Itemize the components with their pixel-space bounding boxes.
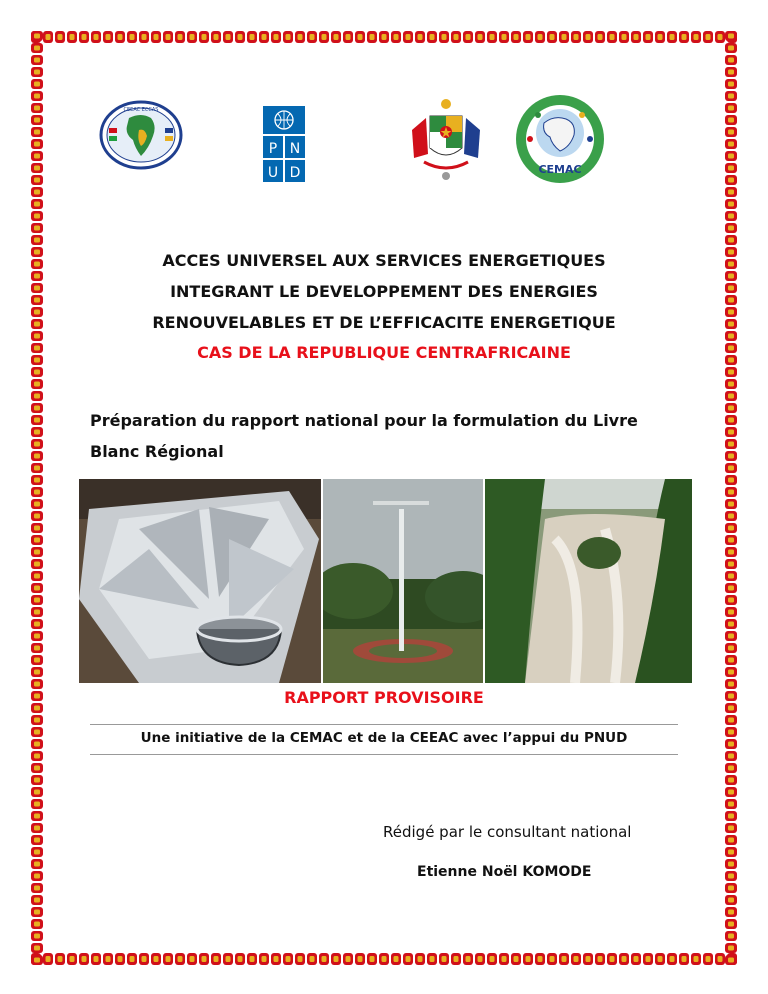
title-line-1: ACCES UNIVERSEL AUX SERVICES ENERGETIQUES (162, 251, 606, 270)
border-top (30, 30, 738, 44)
divider-bottom (90, 754, 678, 755)
author-name: Etienne Noël KOMODE (417, 864, 592, 880)
preparation-text (90, 405, 690, 467)
svg-text:P: P (268, 141, 278, 157)
undp-logo (263, 106, 305, 182)
cemac-logo (514, 93, 606, 185)
solar-cooker-photo (79, 479, 321, 683)
preparation-line-2: Blanc Régional (90, 442, 224, 461)
border-right (724, 30, 738, 966)
svg-text:CEEAC ECCAS: CEEAC ECCAS (123, 107, 159, 113)
initiative-text: Une initiative de la CEMAC et de la CEEAC avec l’appui du PNUD (140, 730, 628, 746)
waterfall-photo (485, 479, 692, 683)
document-title (60, 245, 708, 338)
author-line: Rédigé par le consultant national (383, 823, 632, 841)
svg-text:CEMAC: CEMAC (538, 163, 582, 176)
border-left (30, 30, 44, 966)
svg-text:N: N (289, 141, 301, 157)
svg-text:D: D (289, 165, 301, 181)
preparation-line-1: Préparation du rapport national pour la formulation du Livre (90, 411, 638, 430)
title-line-3: RENOUVELABLES ET DE L’EFFICACITE ENERGETIQUE (152, 313, 616, 332)
title-line-2: INTEGRANT LE DEVELOPPEMENT DES ENERGIES (170, 282, 598, 301)
car-coat-of-arms (404, 96, 488, 186)
divider-top (90, 724, 678, 725)
border-bottom (30, 952, 738, 966)
svg-text:U: U (267, 165, 279, 181)
ceeac-logo (99, 100, 183, 170)
status-heading: RAPPORT PROVISOIRE (284, 688, 484, 707)
solar-streetlight-photo (323, 479, 483, 683)
document-subtitle: CAS DE LA REPUBLIQUE CENTRAFRICAINE (197, 343, 571, 362)
photo-strip (79, 479, 692, 683)
